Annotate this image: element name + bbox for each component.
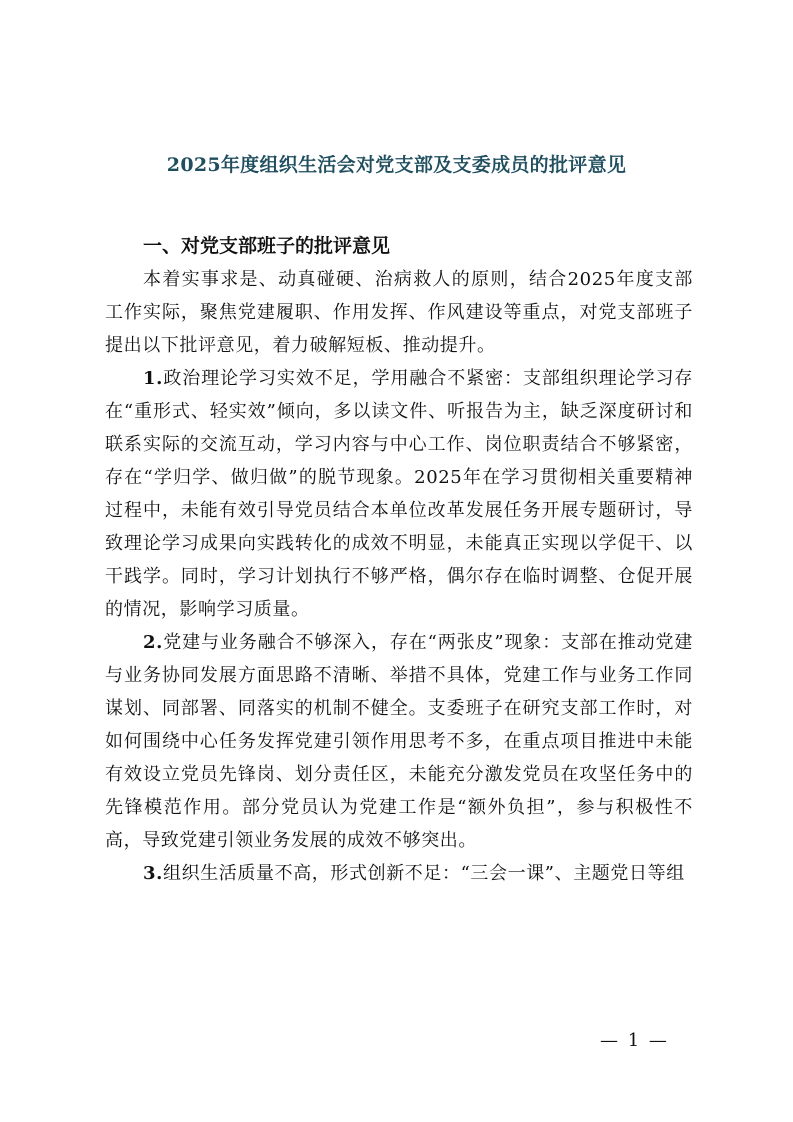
- list-item: [105, 362, 693, 626]
- page-number: — 1 —: [600, 1030, 669, 1051]
- item-text: 党建与业务融合不够深入，存在“两张皮”现象：支部在推动党建与业务协同发展方面思路不清晰、举措不具体，党建工作与业务工作同谋划、同部署、同落实的机制不健全。支委班子在研究支部工作时，对如何围绕中心任务发挥党建引领作用思考不多，在重点项目推进中未能有效设立党员先锋岗、划分责任区，未能充分激发党员在攻坚任务中的先锋模范作用。部分党员认为党建工作是“额外负担”，参与积极性不高，导致党建引领业务发展的成效不够突出。: [105, 632, 693, 851]
- item-number: 1.: [143, 368, 163, 389]
- list-item: [105, 626, 693, 857]
- item-text: 政治理论学习实效不足，学用融合不紧密：支部组织理论学习存在“重形式、轻实效”倾向，多以读文件、听报告为主，缺乏深度研讨和联系实际的交流互动，学习内容与中心工作、岗位职责结合不够紧密，存在“学归学、做归做”的脱节现象。2025年在学习贯彻相关重要精神过程中，未能有效引导党员结合本单位改革发展任务开展专题研讨，导致理论学习成果向实践转化的成效不明显，未能真正实现以学促干、以干践学。同时，学习计划执行不够严格，偶尔存在临时调整、仓促开展的情况，影响学习质量。: [105, 368, 693, 620]
- item-number: 3.: [143, 863, 163, 884]
- document-body: [105, 230, 693, 890]
- section-heading: 一、对党支部班子的批评意见: [143, 235, 391, 257]
- list-item: [105, 857, 693, 890]
- document-title: 2025年度组织生活会对党支部及支委成员的批评意见: [166, 154, 627, 176]
- intro-paragraph: 本着实事求是、动真碰硬、治病救人的原则，结合2025年度支部工作实际，聚焦党建履职、作用发挥、作风建设等重点，对党支部班子提出以下批评意见，着力破解短板、推动提升。: [105, 269, 693, 356]
- item-text: 组织生活质量不高，形式创新不足：“三会一课”、主题党日等组: [163, 863, 685, 884]
- item-number: 2.: [143, 632, 163, 653]
